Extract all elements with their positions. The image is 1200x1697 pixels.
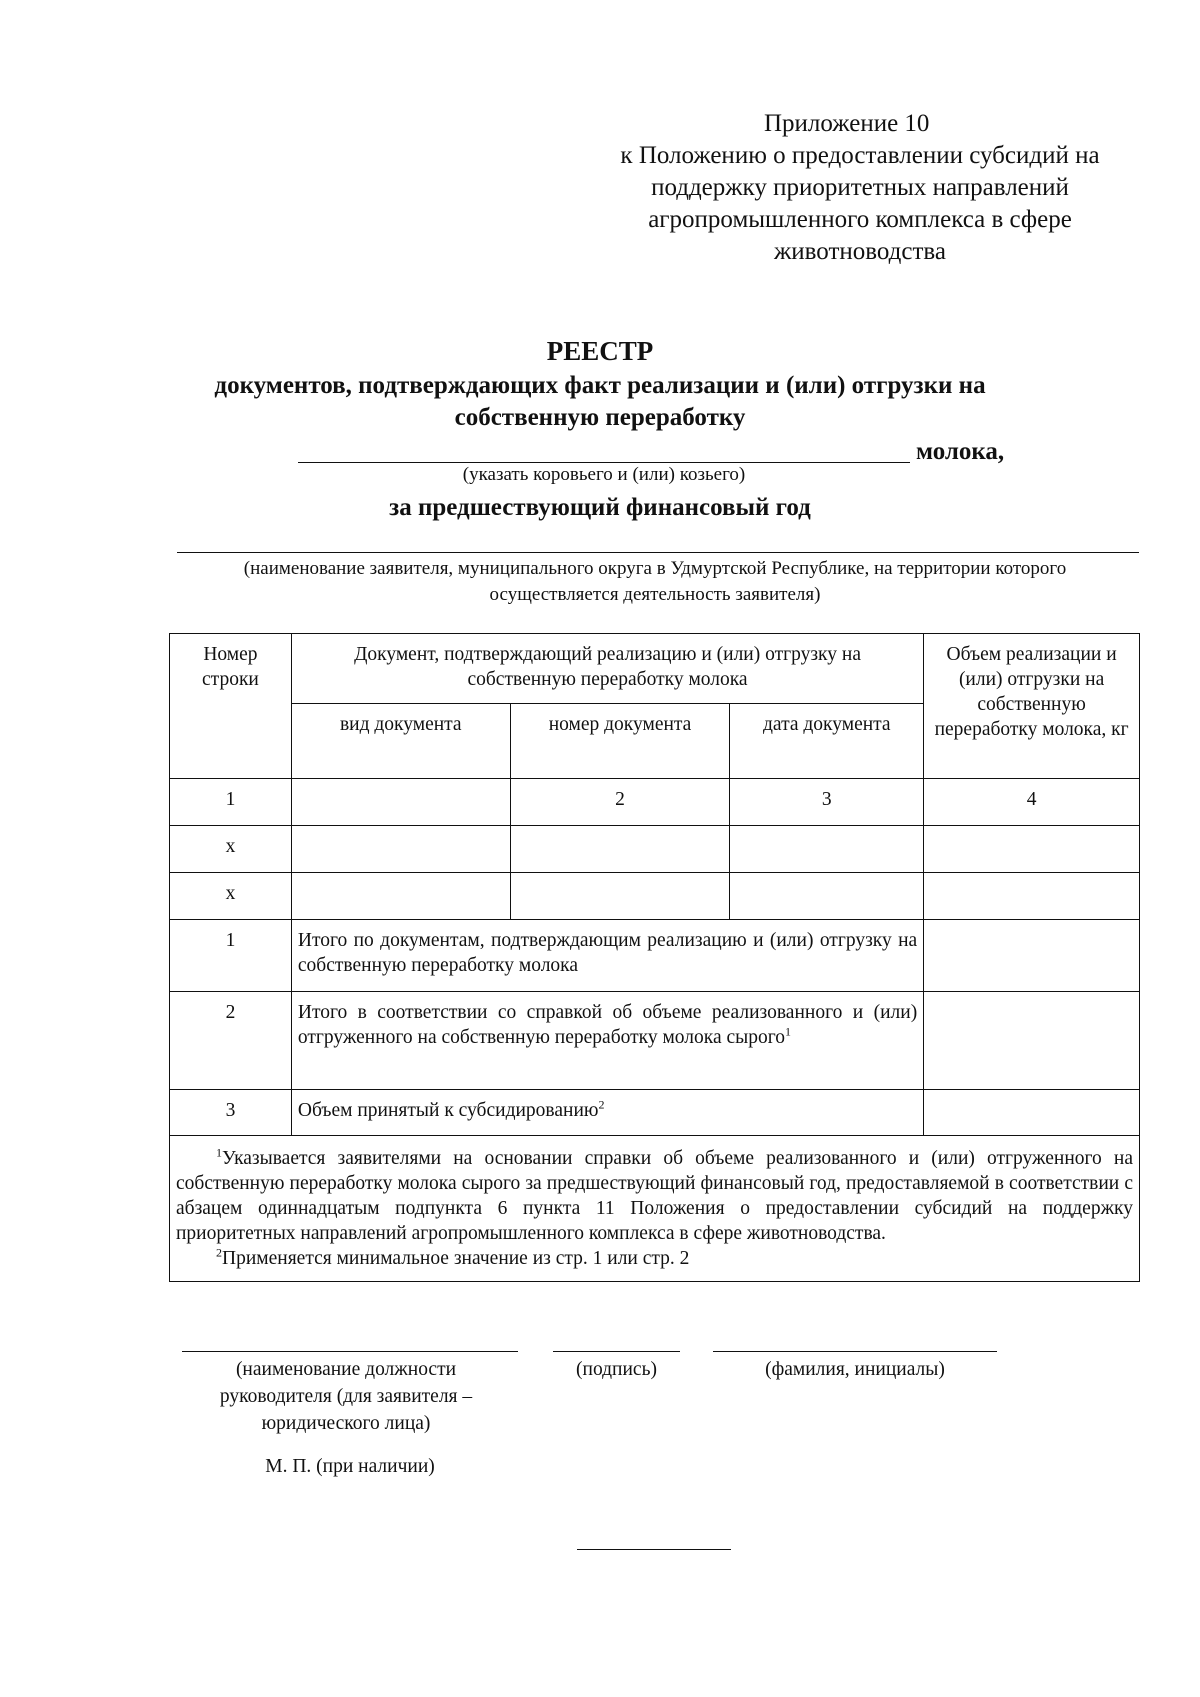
subtitle-line: собственную переработку — [454, 404, 746, 431]
signature-label: (подпись) — [576, 1359, 657, 1380]
position-label: (наименование должности руководителя (для заявителя – юридического лица) — [219, 1359, 473, 1434]
total-label-text: Итого по документам, подтверждающим реализацию и (или) отгрузку на собственную переработку молока — [297, 930, 918, 976]
column-number — [291, 779, 510, 826]
footnote-text: Указывается заявителями на основании справки об объеме реализованного и (или) отгруженного на собственную переработку молока сырого за предшествующий финансовый год, предоставляемой в соответствии с абзацем одиннадцатым подпункта 6 пункта 11 Положения о предоставлении субсидий на поддержку приоритетных направлений агропромышленного комплекса в сфере животноводства. — [176, 1148, 1133, 1244]
name-label: (фамилия, инициалы) — [765, 1359, 945, 1380]
total-row — [170, 992, 1140, 1090]
total-label — [291, 1090, 923, 1136]
total-number: 1 — [170, 920, 292, 992]
applicant-hint — [160, 556, 1150, 608]
position-line[interactable] — [182, 1351, 518, 1352]
footnote-text: Применяется минимальное значение из стр. 1 или стр. 2 — [222, 1248, 690, 1269]
document-subtitle — [0, 370, 1200, 434]
column-number: 1 — [170, 779, 292, 826]
header-row-number: Номер строки — [170, 634, 292, 779]
name-line[interactable] — [713, 1351, 997, 1352]
cell-volume[interactable] — [924, 873, 1140, 920]
cell-doc-number[interactable] — [510, 873, 730, 920]
footnote-2 — [176, 1246, 1133, 1271]
milk-type-hint: (указать коровьего и (или) козьего) — [462, 464, 746, 485]
header-document-group: Документ, подтверждающий реализацию и (или) отгрузку на собственную переработку молока — [291, 634, 923, 704]
annex-line: к Положению о предоставлении субсидий на — [620, 142, 1100, 169]
row-number: x — [170, 826, 292, 873]
annex-line: животноводства — [774, 238, 946, 265]
total-row — [170, 1090, 1140, 1136]
column-number: 2 — [510, 779, 730, 826]
stamp-label: М. П. (при наличии) — [265, 1456, 435, 1477]
annex-header — [560, 108, 1160, 268]
cell-doc-number[interactable] — [510, 826, 730, 873]
footnote-ref: 2 — [598, 1097, 605, 1112]
annex-number: Приложение 10 — [764, 110, 930, 137]
header-volume: Объем реализации и (или) отгрузки на собственную переработку молока, кг — [924, 634, 1140, 779]
total-label-text: Объем принятый к субсидированию — [297, 1100, 599, 1121]
total-value[interactable] — [924, 920, 1140, 992]
subtitle-line: документов, подтверждающих факт реализации и (или) отгрузки на — [214, 372, 986, 399]
applicant-hint-line: осуществляется деятельность заявителя) — [489, 584, 821, 605]
document-title: РЕЕСТР — [546, 336, 654, 366]
header-doc-type: вид документа — [291, 704, 510, 779]
cell-doc-type[interactable] — [291, 826, 510, 873]
total-label — [291, 920, 923, 992]
applicant-hint-line: (наименование заявителя, муниципального округа в Удмуртской Республике, на территории которого — [243, 558, 1067, 579]
table-header-row — [170, 634, 1140, 704]
row-number: x — [170, 873, 292, 920]
annex-line: агропромышленного комплекса в сфере — [648, 206, 1072, 233]
annex-line: поддержку приоритетных направлений — [651, 174, 1069, 201]
applicant-blank[interactable] — [177, 552, 1139, 553]
footnote-1 — [176, 1146, 1133, 1246]
header-doc-date: дата документа — [730, 704, 924, 779]
cell-doc-date[interactable] — [730, 873, 924, 920]
total-value[interactable] — [924, 992, 1140, 1090]
column-number: 3 — [730, 779, 924, 826]
registry-table — [169, 633, 1140, 1282]
column-number-row — [170, 779, 1140, 826]
footnote-mark: 2 — [216, 1245, 222, 1260]
column-number: 4 — [924, 779, 1140, 826]
total-number: 3 — [170, 1090, 292, 1136]
footnote-mark: 1 — [216, 1145, 222, 1160]
period-title: за предшествующий финансовый год — [389, 494, 811, 521]
cell-volume[interactable] — [924, 826, 1140, 873]
cell-doc-type[interactable] — [291, 873, 510, 920]
closing-divider — [577, 1549, 731, 1550]
footnote-ref: 1 — [785, 1024, 792, 1039]
total-value[interactable] — [924, 1090, 1140, 1136]
table-row — [170, 873, 1140, 920]
header-doc-number: номер документа — [510, 704, 730, 779]
table-row — [170, 826, 1140, 873]
total-row — [170, 920, 1140, 992]
milk-word: молока, — [916, 438, 1005, 465]
milk-type-blank[interactable] — [298, 462, 910, 463]
footnotes — [170, 1136, 1140, 1282]
footnotes-row — [170, 1136, 1140, 1282]
total-number: 2 — [170, 992, 292, 1090]
total-label — [291, 992, 923, 1090]
cell-doc-date[interactable] — [730, 826, 924, 873]
total-label-text: Итого в соответствии со справкой об объеме реализованного и (или) отгруженного на собственную переработку молока сырого — [297, 1002, 918, 1048]
signature-line[interactable] — [553, 1351, 680, 1352]
